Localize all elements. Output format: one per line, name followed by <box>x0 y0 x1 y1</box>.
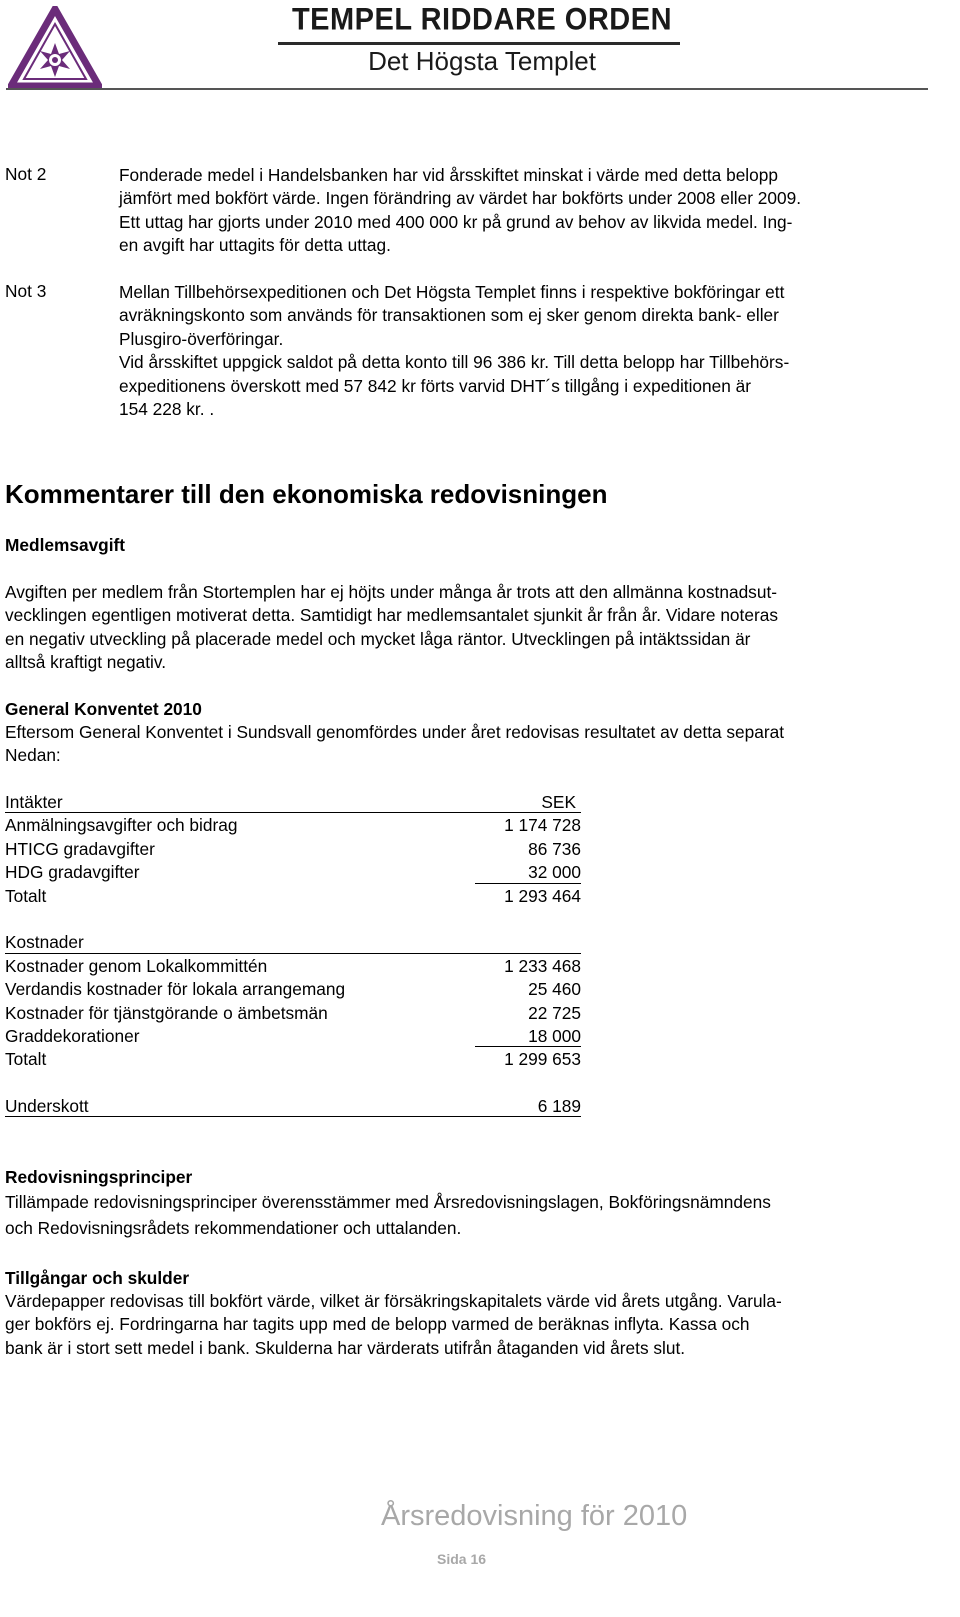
assets-text <box>5 1290 925 1360</box>
org-subtitle: Det Högsta Templet <box>368 46 596 76</box>
header-underline <box>5 953 581 954</box>
note-line: Vid årsskiftet uppgick saldot på detta konto till 96 386 kr. Till detta belopp har Tillbehörs- <box>119 352 790 373</box>
note-3-text <box>119 281 919 421</box>
paragraph-line: alltså kraftigt negativ. <box>5 652 167 673</box>
note-line: expeditionens överskott med 57 842 kr förts varvid DHT´s tillgång i expeditionen är <box>119 375 752 396</box>
paragraph-line: Eftersom General Konventet i Sundsvall genomfördes under året redovisas resultatet av detta separat <box>5 722 785 742</box>
deficit-underline <box>5 1116 581 1117</box>
note-line: en avgift har uttagits för detta uttag. <box>119 235 391 256</box>
table-row <box>5 1025 581 1048</box>
cost-header: Kostnader <box>5 932 84 953</box>
paragraph-line: ger bokförs ej. Fordringarna har tagits upp med de belopp varmed de beräknas inflyta. Kassa och <box>5 1314 750 1335</box>
note-line: Plusgiro-överföringar. <box>119 328 284 349</box>
row-value: 86 736 <box>528 838 581 859</box>
note-line: Ett uttag har gjorts under 2010 med 400 000 kr på grund av behov av likvida medel. Ing- <box>119 211 793 232</box>
table-row <box>5 861 581 884</box>
row-value: 1 293 464 <box>504 885 581 906</box>
row-value: 25 460 <box>528 979 581 1000</box>
note-3-label: Not 3 <box>5 281 47 301</box>
spacer-row <box>5 1072 581 1095</box>
row-label: Totalt <box>5 1049 47 1070</box>
row-label: HTICG gradavgifter <box>5 838 155 859</box>
row-value: 32 000 <box>528 862 581 883</box>
table-row <box>5 1002 581 1025</box>
cost-header-row <box>5 931 581 954</box>
assets-heading: Tillgångar och skulder <box>5 1268 190 1288</box>
convention-text <box>5 721 925 768</box>
paragraph-line: bank är i stort sett medel i bank. Skulderna har värderats utifrån åtaganden vid årets slut. <box>5 1337 686 1358</box>
convention-result-table <box>5 791 581 1118</box>
membership-text <box>5 581 925 675</box>
note-line: Mellan Tillbehörsexpeditionen och Det Högsta Templet finns i respektive bokföringar ett <box>119 282 785 302</box>
page-number: Sida 16 <box>437 1551 487 1567</box>
row-label: Kostnader genom Lokalkommittén <box>5 955 268 976</box>
principles-heading: Redovisningsprinciper <box>5 1167 193 1187</box>
row-value: 1 174 728 <box>504 815 581 836</box>
convention-heading: General Konventet 2010 <box>5 699 202 719</box>
note-2-text <box>119 164 919 258</box>
row-value: 22 725 <box>528 1002 581 1023</box>
row-value: 6 189 <box>537 1096 581 1117</box>
note-2-label: Not 2 <box>5 164 47 184</box>
header-title-rule <box>278 42 680 45</box>
paragraph-line: Nedan: <box>5 745 61 766</box>
note-line: Fonderade medel i Handelsbanken har vid årsskiftet minskat i värde med detta belopp <box>119 165 778 185</box>
paragraph-line: Avgiften per medlem från Stortemplen har ej höjts under många år trots att den allmänna kostnadsut- <box>5 582 777 602</box>
paragraph-line: vecklingen egentligen motiverat detta. Samtidigt har medlemsantalet sjunkit år från år. Vidare noteras <box>5 605 778 626</box>
currency-header: SEK <box>541 792 576 812</box>
row-value: 18 000 <box>528 1025 581 1046</box>
row-value: 1 233 468 <box>504 955 581 976</box>
row-label: Kostnader för tjänstgörande o ämbetsmän <box>5 1002 328 1023</box>
row-label: Underskott <box>5 1096 89 1117</box>
row-label: HDG gradavgifter <box>5 862 140 883</box>
note-line: 154 228 kr. . <box>119 399 215 420</box>
row-value: 1 299 653 <box>504 1049 581 1070</box>
section-title: Kommentarer till den ekonomiska redovisningen <box>5 479 608 509</box>
header-divider <box>6 88 928 90</box>
table-row <box>5 814 581 837</box>
row-label: Anmälningsavgifter och bidrag <box>5 815 238 836</box>
principles-text <box>5 1189 925 1241</box>
paragraph-line: en negativ utveckling på placerade medel och mycket låga räntor. Utvecklingen på intäktssidan är <box>5 628 751 649</box>
cost-total-row <box>5 1048 581 1071</box>
table-row <box>5 838 581 861</box>
header-underline <box>5 812 581 813</box>
footer-title: Årsredovisning för 2010 <box>381 1500 688 1532</box>
membership-heading: Medlemsavgift <box>5 535 126 555</box>
subtotal-underline <box>475 1046 581 1047</box>
table-row <box>5 955 581 978</box>
paragraph-line: och Redovisningsrådets rekommendationer och uttalanden. <box>5 1218 462 1238</box>
table-row <box>5 978 581 1001</box>
row-label: Graddekorationer <box>5 1025 140 1046</box>
note-line: avräkningskonto som används för transaktionen som ej sker genom direkta bank- eller <box>119 305 779 326</box>
order-emblem-icon <box>8 6 102 90</box>
row-label: Verdandis kostnader för lokala arrangemang <box>5 979 346 1000</box>
row-label: Totalt <box>5 885 47 906</box>
income-header-row <box>5 791 581 814</box>
note-line: jämfört med bokfört värde. Ingen förändring av värdet har bokförts under 2008 eller 2009. <box>119 188 802 209</box>
subtotal-underline <box>475 883 581 884</box>
deficit-row <box>5 1095 581 1118</box>
paragraph-line: Värdepapper redovisas till bokfört värde, vilket är försäkringskapitalets värde vid årets utgång. Varula- <box>5 1291 782 1311</box>
income-total-row <box>5 885 581 908</box>
spacer-row <box>5 908 581 931</box>
paragraph-line: Tillämpade redovisningsprinciper överensstämmer med Årsredovisningslagen, Bokföringsnämndens <box>5 1192 771 1212</box>
org-title: TEMPEL RIDDARE ORDEN <box>291 2 673 38</box>
income-header: Intäkter <box>5 792 63 812</box>
